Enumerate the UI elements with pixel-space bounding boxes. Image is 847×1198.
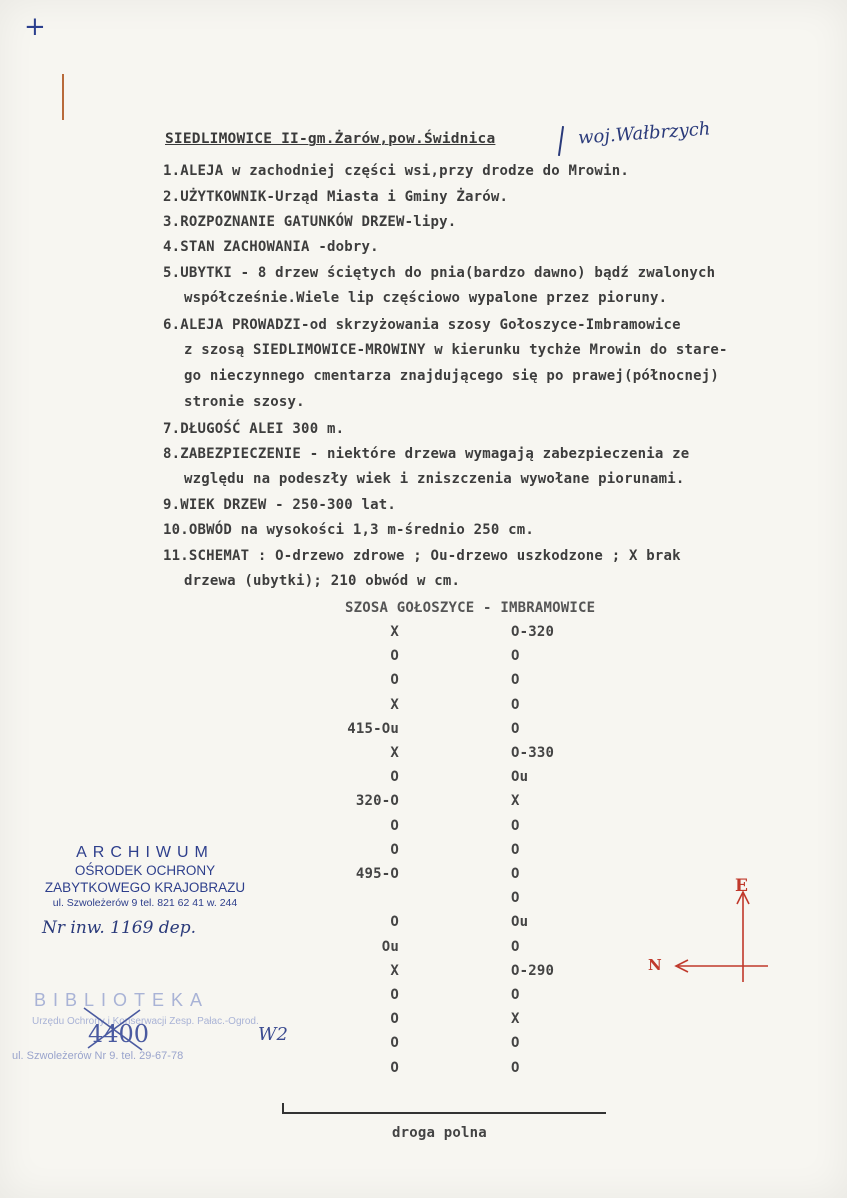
scheme-left-cell: O: [390, 914, 399, 931]
library-cross-mark: [80, 1004, 150, 1054]
archive-stamp-address: ul. Szwoleżerów 9 tel. 821 62 41 w. 244: [52, 897, 238, 909]
compass-east-label: E: [735, 876, 748, 896]
scheme-left-cell: 320-O: [355, 793, 399, 810]
item-6-cont-3: stronie szosy.: [184, 394, 305, 410]
margin-tick: [62, 74, 64, 120]
scheme-bottom-line: [282, 1112, 606, 1114]
item-6-cont-2: go nieczynnego cmentarza znajdującego się po prawej(północnej): [184, 368, 719, 384]
scheme-left-cell: Ou: [381, 938, 399, 955]
library-stamp-title: BIBLIOTEKA: [34, 990, 210, 1010]
scheme-right-cell: O-330: [511, 745, 555, 761]
archive-stamp-line2: OŚRODEK OCHRONY: [74, 863, 216, 878]
scheme-left-cell: 495-O: [355, 866, 399, 882]
scheme-left-cell: X: [390, 962, 399, 979]
item-6: 6.ALEJA PROWADZI-od skrzyżowania szosy Gołoszyce-Imbramowice: [163, 317, 681, 333]
scheme-field-road-label: droga polna: [392, 1125, 487, 1141]
item-11-cont: drzewa (ubytki); 210 obwód w cm.: [184, 573, 461, 589]
scheme-right-cell: O: [511, 938, 520, 955]
scheme-left-cell: X: [390, 745, 399, 761]
scheme-right-cell: Ou: [511, 914, 529, 931]
scheme-left-cell: O: [390, 1035, 399, 1052]
item-9: 9.WIEK DRZEW - 250-300 lat.: [163, 497, 396, 513]
scheme-left-cell: O: [390, 1059, 399, 1076]
scheme-left-cell: O: [390, 841, 399, 858]
item-10: 10.OBWÓD na wysokości 1,3 m-średnio 250 cm.: [163, 522, 535, 538]
item-5-cont: współcześnie.Wiele lip częściowo wypalone przez pioruny.: [184, 290, 668, 306]
scheme-right-cell: O: [511, 1035, 520, 1052]
library-handwritten-number: 4400: [88, 1020, 150, 1048]
scheme-right-cell: O: [511, 720, 520, 737]
note-bracket: [558, 126, 564, 156]
archive-stamp-line3: ZABYTKOWEGO KRAJOBRAZU: [44, 880, 246, 895]
item-11: 11.SCHEMAT : O-drzewo zdrowe ; Ou-drzewo uszkodzone ; X brak: [163, 548, 681, 564]
scheme-left-cell: 415-Ou: [347, 720, 399, 737]
item-4: 4.STAN ZACHOWANIA -dobry.: [163, 239, 379, 255]
scheme-right-cell: O: [511, 890, 520, 907]
inventory-number: Nr inw. 1169 dep.: [42, 918, 197, 938]
scheme-right-cell: O: [511, 696, 520, 713]
corner-mark: +: [24, 12, 46, 42]
library-stamp-address: ul. Szwoleżerów Nr 9. tel. 29-67-78: [12, 1050, 184, 1062]
item-2: 2.UŻYTKOWNIK-Urząd Miasta i Gminy Żarów.: [163, 189, 509, 205]
scheme-right-cell: Ou: [511, 769, 529, 786]
scheme-left-cell: O: [390, 987, 399, 1003]
scheme-bottom-line-end: [282, 1103, 284, 1113]
scheme-right-cell: O: [511, 987, 520, 1003]
compass-north-label: N: [648, 956, 662, 974]
scheme-left-cell: O: [390, 1011, 399, 1028]
item-6-cont-1: z szosą SIEDLIMOWICE-MROWINY w kierunku tychże Mrowin do stare-: [184, 342, 728, 358]
library-handwritten-mark: W2: [258, 1024, 288, 1045]
scheme-left-cell: O: [390, 672, 399, 689]
item-7: 7.DŁUGOŚĆ ALEI 300 m.: [163, 421, 345, 437]
compass: [640, 872, 780, 992]
scheme-right-cell: O-320: [511, 624, 555, 640]
archive-stamp-title: ARCHIWUM: [76, 844, 214, 861]
scheme-right-cell: O: [511, 866, 520, 882]
scheme-right-cell: O-290: [511, 962, 555, 979]
item-3: 3.ROZPOZNANIE GATUNKÓW DRZEW-lipy.: [163, 214, 457, 230]
item-1: 1.ALEJA w zachodniej części wsi,przy drodze do Mrowin.: [163, 163, 629, 179]
scheme-right-cell: O: [511, 817, 520, 834]
scheme-road-label: SZOSA GOŁOSZYCE - IMBRAMOWICE: [345, 600, 596, 616]
archive-stamp: [30, 844, 260, 911]
scheme-left-cell: O: [390, 817, 399, 834]
scheme-left-cell: X: [390, 696, 399, 713]
library-stamp-line2: Urzędu Ochrony i Konserwacji Zesp. Pałac.-Ogrod.: [32, 1016, 259, 1027]
scheme-left-cell: O: [390, 648, 399, 665]
handwritten-voivodeship-note: woj.Wałbrzych: [577, 118, 712, 149]
item-5: 5.UBYTKI - 8 drzew ściętych do pnia(bardzo dawno) bądź zwalonych: [163, 265, 716, 281]
scheme-right-cell: O: [511, 672, 520, 689]
scheme-left-cell: X: [390, 624, 399, 640]
scheme-right-cell: X: [511, 793, 520, 810]
scheme-right-cell: O: [511, 648, 520, 665]
item-8-cont: względu na podeszły wiek i zniszczenia wywołane piorunami.: [184, 471, 685, 487]
scheme-right-cell: O: [511, 1059, 520, 1076]
document-title: SIEDLIMOWICE II-gm.Żarów,pow.Świdnica: [165, 131, 496, 147]
scheme-right-cell: X: [511, 1011, 520, 1028]
item-8: 8.ZABEZPIECZENIE - niektóre drzewa wymagają zabezpieczenia ze: [163, 446, 690, 462]
scheme-right-cell: O: [511, 841, 520, 858]
scheme-left-cell: O: [390, 769, 399, 786]
